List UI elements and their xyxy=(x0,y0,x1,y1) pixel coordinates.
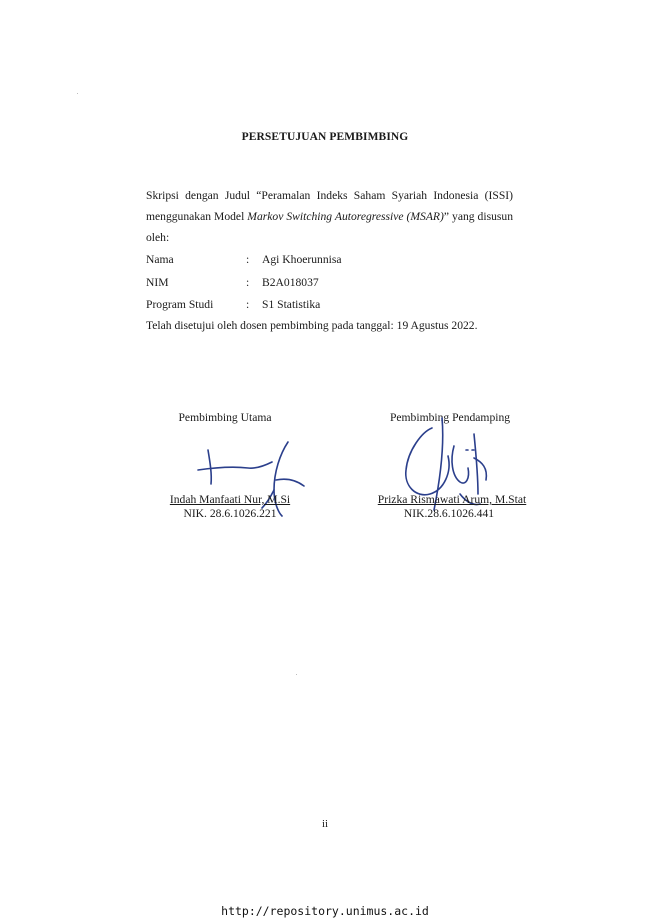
page-number: ii xyxy=(321,818,329,830)
page-title: PERSETUJUAN PEMBIMBING xyxy=(241,131,409,143)
supervisor-1-name: Indah Manfaati Nur, M.Si xyxy=(169,493,291,506)
field-separator: : xyxy=(246,298,250,311)
field-value: Agi Khoerunnisa xyxy=(262,253,342,266)
field-label: Nama xyxy=(146,253,174,266)
supervisor-1-role: Pembimbing Utama xyxy=(178,411,272,424)
field-value: S1 Statistika xyxy=(262,298,321,311)
intro-text-end: ” yang disusun oleh: xyxy=(146,210,513,244)
field-label: Program Studi xyxy=(146,298,214,311)
supervisor-2-name: Prizka Rismawati Arum, M.Stat xyxy=(377,493,527,506)
approval-statement: Telah disetujui oleh dosen pembimbing pada tanggal: 19 Agustus 2022. xyxy=(146,319,478,332)
field-value: B2A018037 xyxy=(262,276,319,289)
intro-paragraph xyxy=(146,185,513,248)
supervisor-2-role: Pembimbing Pendamping xyxy=(389,411,511,424)
repository-url: http://repository.unimus.ac.id xyxy=(221,904,429,918)
scan-speck xyxy=(77,93,78,94)
field-separator: : xyxy=(246,276,250,289)
supervisor-1-nik: NIK. 28.6.1026.221 xyxy=(183,507,277,520)
supervisor-2-nik: NIK.28.6.1026.441 xyxy=(403,507,495,520)
field-label: NIM xyxy=(146,276,169,289)
intro-thesis-title-italic: Markov Switching Autoregressive (MSAR) xyxy=(247,210,444,223)
intro-text-start: Skripsi dengan Judul “Peramalan Indeks Saham Syariah Indonesia (ISSI) menggunakan Model xyxy=(146,189,513,223)
field-separator: : xyxy=(246,253,250,266)
scan-speck xyxy=(296,674,297,675)
